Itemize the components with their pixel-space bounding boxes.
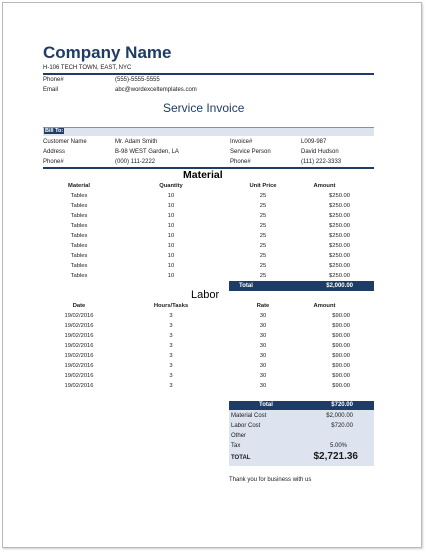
service-phone-value: (111) 222-3333 — [301, 159, 342, 165]
invoice-number-label: Invoice# — [230, 139, 253, 145]
amount-cell: $90.00 — [332, 323, 350, 329]
unit-price-cell: 25 — [259, 243, 267, 249]
thank-you-note: Thank you for business with us — [229, 477, 312, 483]
company-name: Company Name — [43, 43, 172, 62]
invoice-page — [2, 2, 422, 548]
hours-cell: 3 — [169, 363, 173, 369]
amount-cell: $90.00 — [332, 373, 350, 379]
amount-cell: $90.00 — [332, 383, 350, 389]
labor-cost-label: Labor Cost — [231, 423, 261, 429]
date-cell: 19/02/2016 — [64, 313, 94, 319]
amount-cell: $250.00 — [329, 213, 350, 219]
table-row — [43, 251, 374, 261]
material-cell: Tables — [70, 253, 88, 259]
table-row — [43, 211, 374, 221]
date-cell: 19/02/2016 — [64, 383, 94, 389]
amount-cell: $250.00 — [329, 263, 350, 269]
hours-cell: 3 — [169, 373, 173, 379]
quantity-cell: 10 — [167, 243, 175, 249]
material-table — [43, 181, 374, 281]
material-total-bar — [229, 281, 374, 291]
quantity-cell: 10 — [167, 193, 175, 199]
hours-cell: 3 — [169, 383, 173, 389]
rate-cell: 30 — [259, 313, 267, 319]
service-person-value: David Hudson — [301, 149, 339, 155]
labor-total-label: Total — [259, 402, 273, 408]
rate-cell: 30 — [259, 343, 267, 349]
labor-header-amount: Amount — [313, 303, 336, 309]
material-header-unit-price: Unit Price — [249, 183, 277, 189]
table-row — [43, 381, 374, 391]
labor-header-hours: Hours/Tasks — [153, 303, 189, 309]
grand-total-value: $2,721.36 — [313, 451, 358, 462]
date-cell: 19/02/2016 — [64, 323, 94, 329]
rate-cell: 30 — [259, 373, 267, 379]
amount-cell: $250.00 — [329, 233, 350, 239]
labor-header-date: Date — [72, 303, 86, 309]
labor-table — [43, 301, 374, 391]
labor-total-bar — [229, 401, 374, 410]
table-row — [43, 271, 374, 281]
bill-to-bar — [43, 127, 374, 136]
quantity-cell: 10 — [167, 223, 175, 229]
material-cost-value: $2,000.00 — [326, 413, 353, 419]
rate-cell: 30 — [259, 383, 267, 389]
material-cell: Tables — [70, 203, 88, 209]
bill-to-label: Bill To: — [45, 128, 64, 134]
customer-name-label: Customer Name — [43, 139, 87, 145]
material-cell: Tables — [70, 233, 88, 239]
customer-name-value: Mr. Adam Smith — [115, 139, 158, 145]
table-row — [43, 231, 374, 241]
unit-price-cell: 25 — [259, 273, 267, 279]
amount-cell: $250.00 — [329, 193, 350, 199]
other-label: Other — [231, 433, 247, 439]
unit-price-cell: 25 — [259, 233, 267, 239]
labor-total-value: $720.00 — [331, 402, 353, 408]
quantity-cell: 10 — [167, 253, 175, 259]
material-total-label: Total — [239, 283, 253, 289]
table-row — [43, 361, 374, 371]
amount-cell: $250.00 — [329, 253, 350, 259]
unit-price-cell: 25 — [259, 263, 267, 269]
email-value: abc@wordexceltemplates.com — [115, 87, 197, 93]
rate-cell: 30 — [259, 353, 267, 359]
amount-cell: $90.00 — [332, 313, 350, 319]
customer-address-label: Address — [43, 149, 66, 155]
amount-cell: $250.00 — [329, 243, 350, 249]
table-row — [43, 191, 374, 201]
quantity-cell: 10 — [167, 263, 175, 269]
table-row — [43, 311, 374, 321]
amount-cell: $250.00 — [329, 223, 350, 229]
hours-cell: 3 — [169, 353, 173, 359]
email-label: Email — [43, 87, 59, 93]
labor-header-rate: Rate — [256, 303, 270, 309]
rate-cell: 30 — [259, 333, 267, 339]
table-row — [43, 221, 374, 231]
amount-cell: $250.00 — [329, 273, 350, 279]
customer-phone-label: Phone# — [43, 159, 64, 165]
quantity-cell: 10 — [167, 203, 175, 209]
material-header-material: Material — [68, 183, 90, 189]
rate-cell: 30 — [259, 363, 267, 369]
date-cell: 19/02/2016 — [64, 353, 94, 359]
quantity-cell: 10 — [167, 233, 175, 239]
grand-total-label: TOTAL — [231, 455, 251, 461]
material-cell: Tables — [70, 193, 88, 199]
material-cell: Tables — [70, 223, 88, 229]
labor-cost-value: $720.00 — [331, 423, 353, 429]
material-total-value: $2,000.00 — [326, 283, 353, 289]
amount-cell: $90.00 — [332, 343, 350, 349]
hours-cell: 3 — [169, 313, 173, 319]
date-cell: 19/02/2016 — [64, 333, 94, 339]
tax-label: Tax — [231, 443, 241, 449]
material-header-row — [43, 181, 374, 191]
summary-box — [229, 410, 374, 466]
material-cell: Tables — [70, 243, 88, 249]
material-header-quantity: Quantity — [159, 183, 183, 189]
table-row — [43, 201, 374, 211]
quantity-cell: 10 — [167, 213, 175, 219]
amount-cell: $90.00 — [332, 363, 350, 369]
date-cell: 19/02/2016 — [64, 373, 94, 379]
invoice-title: Service Invoice — [163, 101, 245, 115]
hours-cell: 3 — [169, 323, 173, 329]
material-cost-label: Material Cost — [231, 413, 267, 419]
table-row — [43, 241, 374, 251]
unit-price-cell: 25 — [259, 193, 267, 199]
header-rule — [43, 73, 374, 75]
material-header-amount: Amount — [313, 183, 336, 189]
hours-cell: 3 — [169, 333, 173, 339]
rate-cell: 30 — [259, 323, 267, 329]
phone-label: Phone# — [43, 77, 64, 83]
customer-phone-value: (000) 111-2222 — [115, 159, 156, 165]
quantity-cell: 10 — [167, 273, 175, 279]
company-address: H-106 TECH TOWN, EAST, NYC — [43, 65, 132, 71]
material-cell: Tables — [70, 273, 88, 279]
invoice-number-value: L009-987 — [301, 139, 327, 145]
amount-cell: $90.00 — [332, 333, 350, 339]
customer-address-value: B-98 WEST Garden, LA — [115, 149, 179, 155]
labor-title: Labor — [191, 289, 220, 301]
material-title: Material — [183, 169, 223, 181]
service-phone-label: Phone# — [230, 159, 251, 165]
table-row — [43, 351, 374, 361]
unit-price-cell: 25 — [259, 223, 267, 229]
table-row — [43, 261, 374, 271]
table-row — [43, 331, 374, 341]
date-cell: 19/02/2016 — [64, 363, 94, 369]
phone-value: (555)-5555-5555 — [115, 77, 160, 83]
unit-price-cell: 25 — [259, 203, 267, 209]
amount-cell: $250.00 — [329, 203, 350, 209]
unit-price-cell: 25 — [259, 253, 267, 259]
unit-price-cell: 25 — [259, 213, 267, 219]
hours-cell: 3 — [169, 343, 173, 349]
table-row — [43, 341, 374, 351]
service-person-label: Service Person — [230, 149, 271, 155]
table-row — [43, 321, 374, 331]
labor-header-row — [43, 301, 374, 311]
date-cell: 19/02/2016 — [64, 343, 94, 349]
material-cell: Tables — [70, 213, 88, 219]
tax-value: 5.00% — [329, 443, 347, 449]
material-cell: Tables — [70, 263, 88, 269]
table-row — [43, 371, 374, 381]
amount-cell: $90.00 — [332, 353, 350, 359]
